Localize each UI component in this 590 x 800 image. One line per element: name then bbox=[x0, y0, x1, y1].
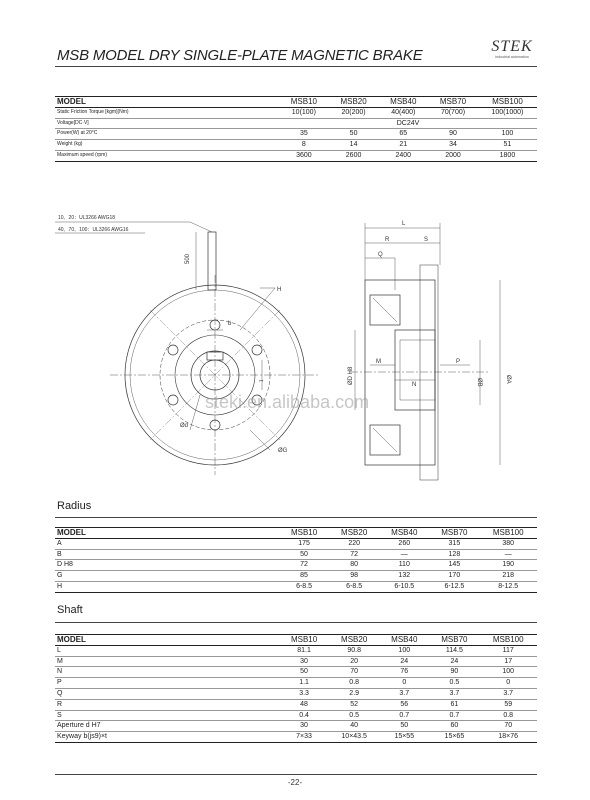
row-label: B bbox=[57, 550, 62, 558]
row-label: S bbox=[57, 711, 62, 719]
dim-d-label: Ød bbox=[180, 423, 189, 429]
table-cell: 100(1000) bbox=[491, 108, 524, 116]
table-cell: 20 bbox=[350, 657, 359, 665]
table-cell: 220 bbox=[348, 539, 360, 547]
wire-note-1: 10、20：UL3266 AWG18 bbox=[58, 215, 116, 221]
table-cell: 1800 bbox=[499, 151, 516, 159]
table-cell: 90 bbox=[450, 668, 459, 676]
row-label: H bbox=[57, 582, 63, 590]
table-cell: 34 bbox=[449, 141, 457, 149]
table-row bbox=[55, 656, 537, 667]
table-cell: 128 bbox=[448, 550, 461, 558]
radius-table bbox=[55, 527, 537, 593]
table-cell: 6-12.5 bbox=[444, 582, 465, 590]
table-cell: 114.5 bbox=[445, 646, 463, 654]
table-cell: 260 bbox=[398, 539, 411, 547]
table-cell: 0.8 bbox=[503, 711, 514, 719]
table-cell: 24 bbox=[400, 657, 409, 665]
table-cell: 0.8 bbox=[349, 679, 360, 687]
column-header: MSB10 bbox=[290, 635, 318, 644]
table-row bbox=[55, 549, 537, 560]
table-cell: 8 bbox=[301, 141, 306, 149]
column-header: MSB100 bbox=[492, 97, 523, 106]
table-cell: 15×55 bbox=[394, 733, 415, 741]
dim-h-label: H bbox=[277, 287, 282, 293]
table-row bbox=[55, 721, 537, 732]
table-cell: 98 bbox=[350, 572, 359, 580]
table-cell: 8-12.5 bbox=[498, 582, 519, 590]
table-cell: 50 bbox=[400, 722, 409, 730]
table-cell: 61 bbox=[450, 700, 459, 708]
table-cell: 35 bbox=[299, 130, 308, 138]
shaft-table bbox=[55, 634, 537, 743]
radius-section-title: Radius bbox=[57, 500, 92, 512]
row-label: Weight (kg) bbox=[57, 141, 83, 148]
radius-divider bbox=[55, 517, 537, 518]
table-cell: 6-10.5 bbox=[394, 582, 415, 590]
column-header: MSB40 bbox=[391, 528, 418, 537]
table-cell: 3.7 bbox=[503, 689, 514, 697]
table-cell: 2400 bbox=[395, 151, 412, 159]
column-header-model: MODEL bbox=[57, 97, 86, 106]
row-label: Maximum speed (rpm) bbox=[57, 151, 108, 158]
table-cell: 2000 bbox=[445, 151, 461, 159]
logo-subtitle: Industrial automation bbox=[495, 54, 529, 59]
table-cell: 190 bbox=[502, 561, 515, 569]
dim-d-bore-label: ØD H8 bbox=[348, 366, 354, 385]
table-cell: 2.9 bbox=[349, 689, 360, 697]
column-header: MSB70 bbox=[439, 97, 467, 106]
table-cell: 132 bbox=[398, 572, 411, 580]
table-cell: 3.3 bbox=[299, 689, 309, 697]
table-cell: 90 bbox=[449, 130, 457, 138]
table-cell: 3.7 bbox=[449, 689, 460, 697]
table-row bbox=[55, 710, 537, 721]
table-cell: 72 bbox=[300, 561, 308, 569]
dim-r-label: R bbox=[385, 237, 390, 243]
dim-q-label: Q bbox=[378, 252, 383, 258]
column-header-model: MODEL bbox=[57, 528, 86, 537]
table-cell: 0.5 bbox=[349, 711, 360, 719]
column-header: MSB100 bbox=[492, 528, 524, 537]
column-header: MSB70 bbox=[441, 528, 468, 537]
table-row bbox=[55, 581, 537, 592]
table-cell: 6-8.5 bbox=[346, 582, 363, 590]
table-cell: 30 bbox=[300, 722, 308, 730]
table-cell: 81.1 bbox=[297, 646, 311, 654]
column-header: MSB40 bbox=[390, 97, 417, 106]
dim-n-label: N bbox=[412, 382, 417, 388]
table-cell: 24 bbox=[450, 657, 459, 665]
dim-a-dia-label: ØA bbox=[505, 375, 511, 384]
table-row bbox=[55, 688, 537, 699]
shaft-section-title: Shaft bbox=[57, 604, 83, 616]
table-cell: 315 bbox=[448, 539, 461, 547]
column-header: MSB10 bbox=[290, 97, 317, 106]
table-cell: 85 bbox=[300, 572, 308, 580]
page-title: MSB MODEL DRY SINGLE-PLATE MAGNETIC BRAKE bbox=[57, 47, 423, 64]
page-number: -22- bbox=[287, 778, 303, 787]
table-cell: 30 bbox=[300, 657, 308, 665]
table-cell: 60 bbox=[450, 722, 459, 730]
dim-p-label: P bbox=[456, 359, 461, 365]
table-cell: 48 bbox=[300, 700, 308, 708]
row-label: M bbox=[57, 657, 63, 665]
table-header-row bbox=[55, 528, 537, 539]
table-cell: 100 bbox=[502, 668, 515, 676]
table-cell: 110 bbox=[398, 561, 410, 569]
shaft-divider bbox=[55, 622, 537, 623]
row-label: Voltage[DC·V] bbox=[57, 119, 89, 126]
table-cell: 80 bbox=[350, 561, 359, 569]
dim-g-label: ØG bbox=[278, 448, 288, 454]
table-cell: 10(100) bbox=[291, 108, 316, 116]
table-cell: 90.8 bbox=[347, 646, 361, 654]
row-label: R bbox=[57, 700, 63, 708]
dim-m-label: M bbox=[376, 359, 381, 365]
column-header-model: MODEL bbox=[57, 635, 86, 644]
table-cell: 175 bbox=[298, 539, 310, 547]
table-cell: 380 bbox=[502, 539, 515, 547]
table-cell: 50 bbox=[349, 130, 358, 138]
row-label: Aperture d H7 bbox=[57, 722, 101, 730]
dim-s-label: S bbox=[424, 237, 429, 243]
table-row bbox=[55, 732, 537, 743]
table-cell: 3600 bbox=[296, 151, 312, 159]
table-cell: 117 bbox=[502, 646, 514, 654]
table-cell: DC24V bbox=[396, 119, 420, 127]
row-label: A bbox=[57, 539, 62, 547]
column-header: MSB100 bbox=[492, 635, 524, 644]
logo-text: STEK bbox=[491, 38, 533, 55]
column-header: MSB20 bbox=[340, 97, 367, 106]
dim-lead-length: 500 bbox=[185, 253, 191, 264]
table-cell: 1.1 bbox=[299, 679, 309, 687]
table-cell: 51 bbox=[503, 141, 512, 149]
dim-b-dia-label: ØB bbox=[476, 378, 482, 387]
table-cell: 50 bbox=[300, 668, 308, 676]
table-cell: 100 bbox=[398, 646, 411, 654]
table-cell: 7×33 bbox=[296, 733, 312, 741]
table-cell: 56 bbox=[400, 700, 409, 708]
table-cell: 70 bbox=[504, 722, 513, 730]
row-label: N bbox=[57, 668, 63, 676]
table-row bbox=[55, 667, 537, 678]
table-cell: 218 bbox=[502, 572, 515, 580]
table-cell: 72 bbox=[350, 550, 359, 558]
table-cell: 52 bbox=[350, 700, 359, 708]
column-header: MSB10 bbox=[290, 528, 318, 537]
table-cell: 6-8.5 bbox=[296, 582, 313, 590]
table-cell: 21 bbox=[399, 141, 408, 149]
table-cell: 170 bbox=[448, 572, 461, 580]
table-row bbox=[55, 571, 537, 582]
table-cell: 50 bbox=[300, 550, 308, 558]
row-label: Power(W) at 20°C bbox=[57, 130, 98, 137]
watermark: steki.en.alibaba.com bbox=[205, 392, 370, 412]
table-cell: 70 bbox=[350, 668, 359, 676]
dim-b-label: b bbox=[228, 321, 232, 327]
table-cell: 40 bbox=[350, 722, 359, 730]
column-header: MSB20 bbox=[341, 635, 368, 644]
footer-divider bbox=[55, 774, 537, 775]
table-cell: 145 bbox=[448, 561, 461, 569]
table-cell: 0.7 bbox=[449, 711, 460, 719]
column-header: MSB40 bbox=[391, 635, 418, 644]
row-label: L bbox=[57, 646, 61, 654]
table-cell: 15×65 bbox=[444, 733, 465, 741]
row-label: P bbox=[57, 679, 62, 687]
row-label: G bbox=[57, 572, 63, 580]
table-cell: 65 bbox=[399, 130, 408, 138]
dim-t-label: t bbox=[257, 380, 263, 382]
row-label: Keyway b(js9)×t bbox=[57, 733, 107, 741]
row-label: Q bbox=[57, 689, 63, 697]
dim-l-label: L bbox=[402, 221, 406, 227]
row-label: Static Friction Torque [kgm](Nm) bbox=[57, 108, 129, 115]
row-label: D H8 bbox=[57, 561, 73, 569]
table-row bbox=[55, 560, 537, 571]
table-cell: 2600 bbox=[345, 151, 362, 159]
table-cell: 0 bbox=[402, 679, 407, 687]
table-row bbox=[55, 645, 537, 656]
table-cell: — bbox=[504, 550, 512, 558]
table-cell: 76 bbox=[400, 668, 409, 676]
table-cell: 100 bbox=[501, 130, 514, 138]
table-cell: 10×43.5 bbox=[341, 733, 367, 741]
table-cell: 70(700) bbox=[440, 108, 466, 116]
table-cell: — bbox=[400, 550, 408, 558]
table-cell: 0.4 bbox=[299, 711, 309, 719]
table-row bbox=[55, 538, 537, 549]
column-header: MSB20 bbox=[341, 528, 368, 537]
table-cell: 40(400) bbox=[391, 108, 416, 116]
table-row bbox=[55, 699, 537, 710]
table-cell: 0.7 bbox=[399, 711, 410, 719]
table-cell: 0.5 bbox=[449, 679, 460, 687]
table-row bbox=[55, 678, 537, 689]
table-header-row bbox=[55, 635, 537, 646]
wire-note-2: 40、70、100：UL3266 AWG16 bbox=[58, 227, 129, 233]
table-cell: 20(200) bbox=[341, 108, 366, 116]
table-cell: 0 bbox=[506, 679, 511, 687]
table-cell: 17 bbox=[504, 657, 513, 665]
table-cell: 3.7 bbox=[399, 689, 410, 697]
table-cell: 59 bbox=[504, 700, 513, 708]
column-header: MSB70 bbox=[441, 635, 468, 644]
table-cell: 14 bbox=[349, 141, 358, 149]
table-cell: 18×76 bbox=[498, 733, 519, 741]
